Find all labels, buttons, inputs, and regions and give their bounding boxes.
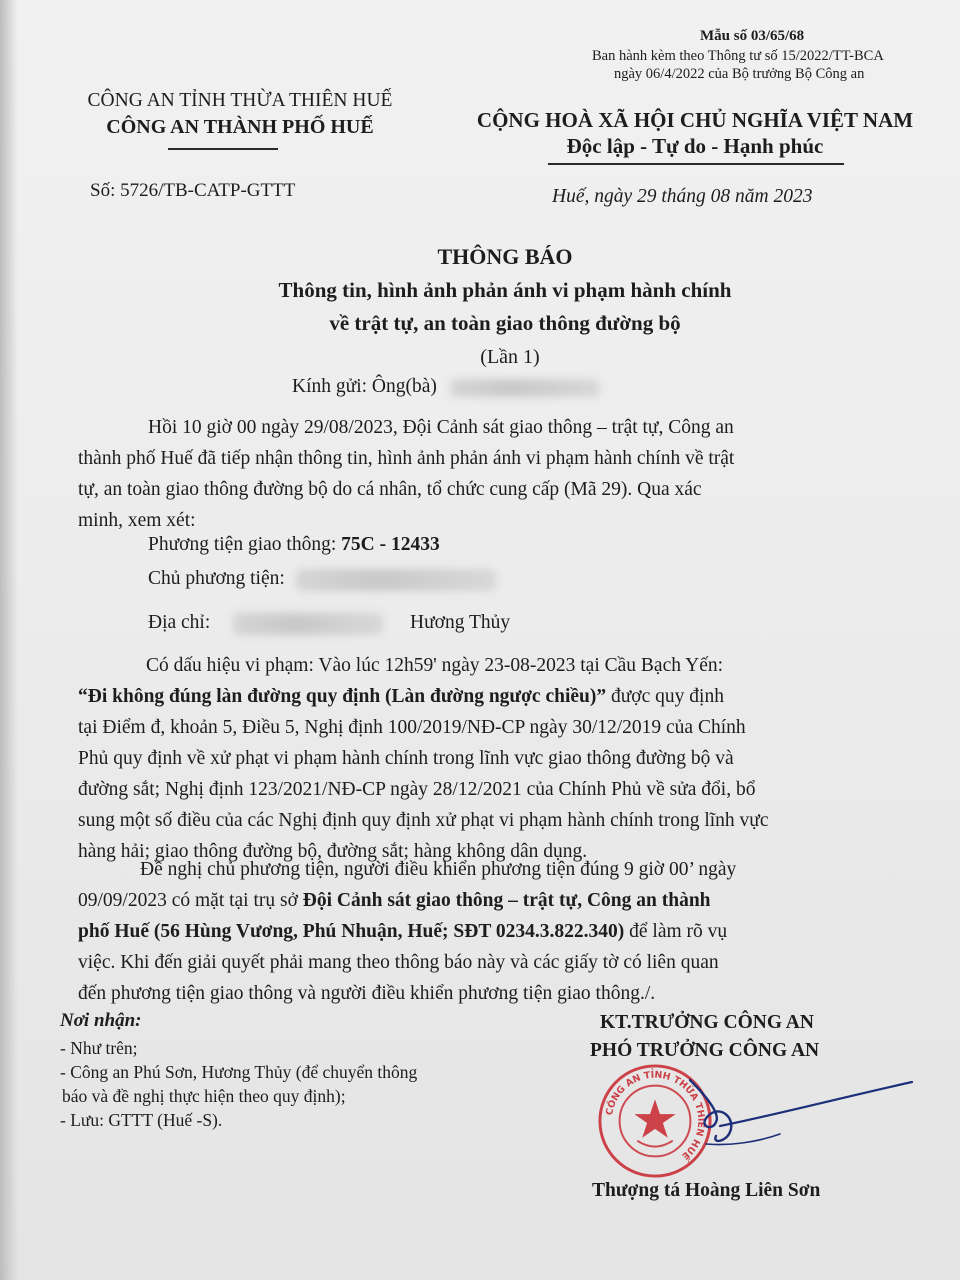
intro-line: Hồi 10 giờ 00 ngày 29/08/2023, Đội Cảnh sát giao thông – trật tự, Công an — [148, 417, 734, 438]
violation-line: đường sắt; Nghị định 123/2021/NĐ-CP ngày 28/12/2021 của Chính Phủ về sửa đổi, bổ — [78, 779, 756, 800]
page-edge-shadow — [0, 0, 18, 1280]
request-office: Đội Cảnh sát giao thông – trật tự, Công an thành — [302, 890, 711, 911]
violation-quote-line — [78, 681, 904, 712]
violation-line: hàng hải; giao thông đường bộ, đường sắt; hàng không dân dụng. — [78, 841, 588, 862]
owner-row — [148, 568, 496, 591]
place-and-date: Huế, ngày 29 tháng 08 năm 2023 — [552, 186, 813, 207]
recipient-item: - Công an Phú Sơn, Hương Thủy (để chuyển thông — [60, 1062, 418, 1082]
request-office-address: phố Huế (56 Hùng Vương, Phú Nhuận, Huế; SĐT 0234.3.822.340) — [78, 921, 625, 942]
owner-label: Chủ phương tiện: — [148, 568, 285, 589]
redacted-owner-name — [296, 569, 496, 591]
motto-underline — [548, 163, 844, 165]
request-paragraph — [78, 854, 904, 1009]
violation-paragraph — [78, 650, 904, 867]
request-line: việc. Khi đến giải quyết phải mang theo thông báo này và các giấy tờ có liên quan — [78, 952, 719, 973]
document-title: THÔNG BÁO — [437, 244, 573, 269]
violation-line: sung một số điều của các Nghị định quy định xử phạt vi phạm hành chính trong lĩnh vực — [78, 810, 769, 831]
redacted-address — [233, 613, 383, 635]
intro-line: tự, an toàn giao thông đường bộ do cá nhân, tổ chức cung cấp (Mã 29). Qua xác — [78, 479, 702, 500]
form-reference-line-2: ngày 06/4/2022 của Bộ trưởng Bộ Công an — [614, 66, 865, 82]
recipient-item: - Như trên; — [60, 1038, 138, 1058]
violation-line: tại Điểm đ, khoản 5, Điều 5, Nghị định 100/2019/NĐ-CP ngày 30/12/2019 của Chính — [78, 717, 746, 738]
greeting — [292, 376, 600, 398]
vehicle-plate: 75C - 12433 — [341, 534, 440, 555]
document-subtitle-1: Thông tin, hình ảnh phản ánh vi phạm hành chính — [278, 278, 732, 302]
intro-line: thành phố Huế đã tiếp nhận thông tin, hình ảnh phản ánh vi phạm hành chính về trật — [78, 448, 735, 469]
document-number: Số: 5726/TB-CATP-GTTT — [90, 180, 296, 201]
request-line: đến phương tiện giao thông và người điều khiển phương tiện giao thông./. — [78, 983, 656, 1004]
form-number: Mẫu số 03/65/68 — [700, 28, 805, 44]
intro-paragraph — [78, 412, 904, 536]
violation-lead: Có dấu hiệu vi phạm: Vào lúc 12h59' ngày 23-08-2023 tại Cầu Bạch Yến: — [146, 655, 724, 676]
request-purpose: để làm rõ vụ — [624, 921, 728, 942]
vehicle-row — [148, 534, 440, 556]
national-title: CỘNG HOÀ XÃ HỘI CHỦ NGHĨA VIỆT NAM — [476, 108, 914, 132]
seal-text: CÔNG AN TỈNH THỪA THIÊN HUẾ — [604, 1069, 707, 1162]
violation-description: “Đi không đúng làn đường quy định (Làn đường ngược chiều)” — [78, 686, 607, 707]
request-line: Đề nghị chủ phương tiện, người điều khiển phương tiện đúng 9 giờ 00’ ngày — [140, 859, 737, 880]
signature-title-line-2: PHÓ TRƯỞNG CÔNG AN — [590, 1040, 820, 1061]
signature-scribble-icon — [650, 1060, 920, 1190]
violation-line: Phủ quy định về xử phạt vi phạm hành chính trong lĩnh vực giao thông đường bộ và — [78, 748, 734, 769]
violation-quote-tail: được quy định — [606, 686, 724, 707]
recipient-item: - Lưu: GTTT (Huế -S). — [60, 1110, 223, 1130]
recipients-heading: Nơi nhận: — [60, 1010, 142, 1031]
issuing-authority: CÔNG AN THÀNH PHỐ HUẾ — [106, 116, 374, 138]
recipient-item: báo và đề nghị thực hiện theo quy định); — [62, 1086, 346, 1106]
greeting-label: Kính gửi: Ông(bà) — [292, 376, 437, 397]
signature-title-line-1: KT.TRƯỞNG CÔNG AN — [600, 1012, 814, 1033]
signatory-name: Thượng tá Hoàng Liên Sơn — [592, 1180, 821, 1201]
issuing-authority-parent: CÔNG AN TỈNH THỪA THIÊN HUẾ — [87, 90, 393, 111]
address-district: Hương Thủy — [410, 612, 511, 633]
national-motto: Độc lập - Tự do - Hạnh phúc — [566, 134, 824, 158]
authority-underline — [168, 148, 278, 150]
attempt-number: (Lần 1) — [480, 346, 540, 368]
form-reference-line-1: Ban hành kèm theo Thông tư số 15/2022/TT-BCA — [592, 48, 884, 64]
address-row — [148, 612, 510, 635]
redacted-recipient-name — [450, 379, 600, 397]
address-label: Địa chỉ: — [148, 612, 211, 633]
document-subtitle-2: về trật tự, an toàn giao thông đường bộ — [329, 311, 681, 335]
request-date-text: 09/09/2023 có mặt tại trụ sở — [78, 890, 303, 911]
vehicle-label: Phương tiện giao thông: — [148, 534, 342, 555]
intro-line: minh, xem xét: — [78, 510, 196, 531]
request-line — [78, 916, 904, 947]
request-line — [78, 885, 904, 916]
